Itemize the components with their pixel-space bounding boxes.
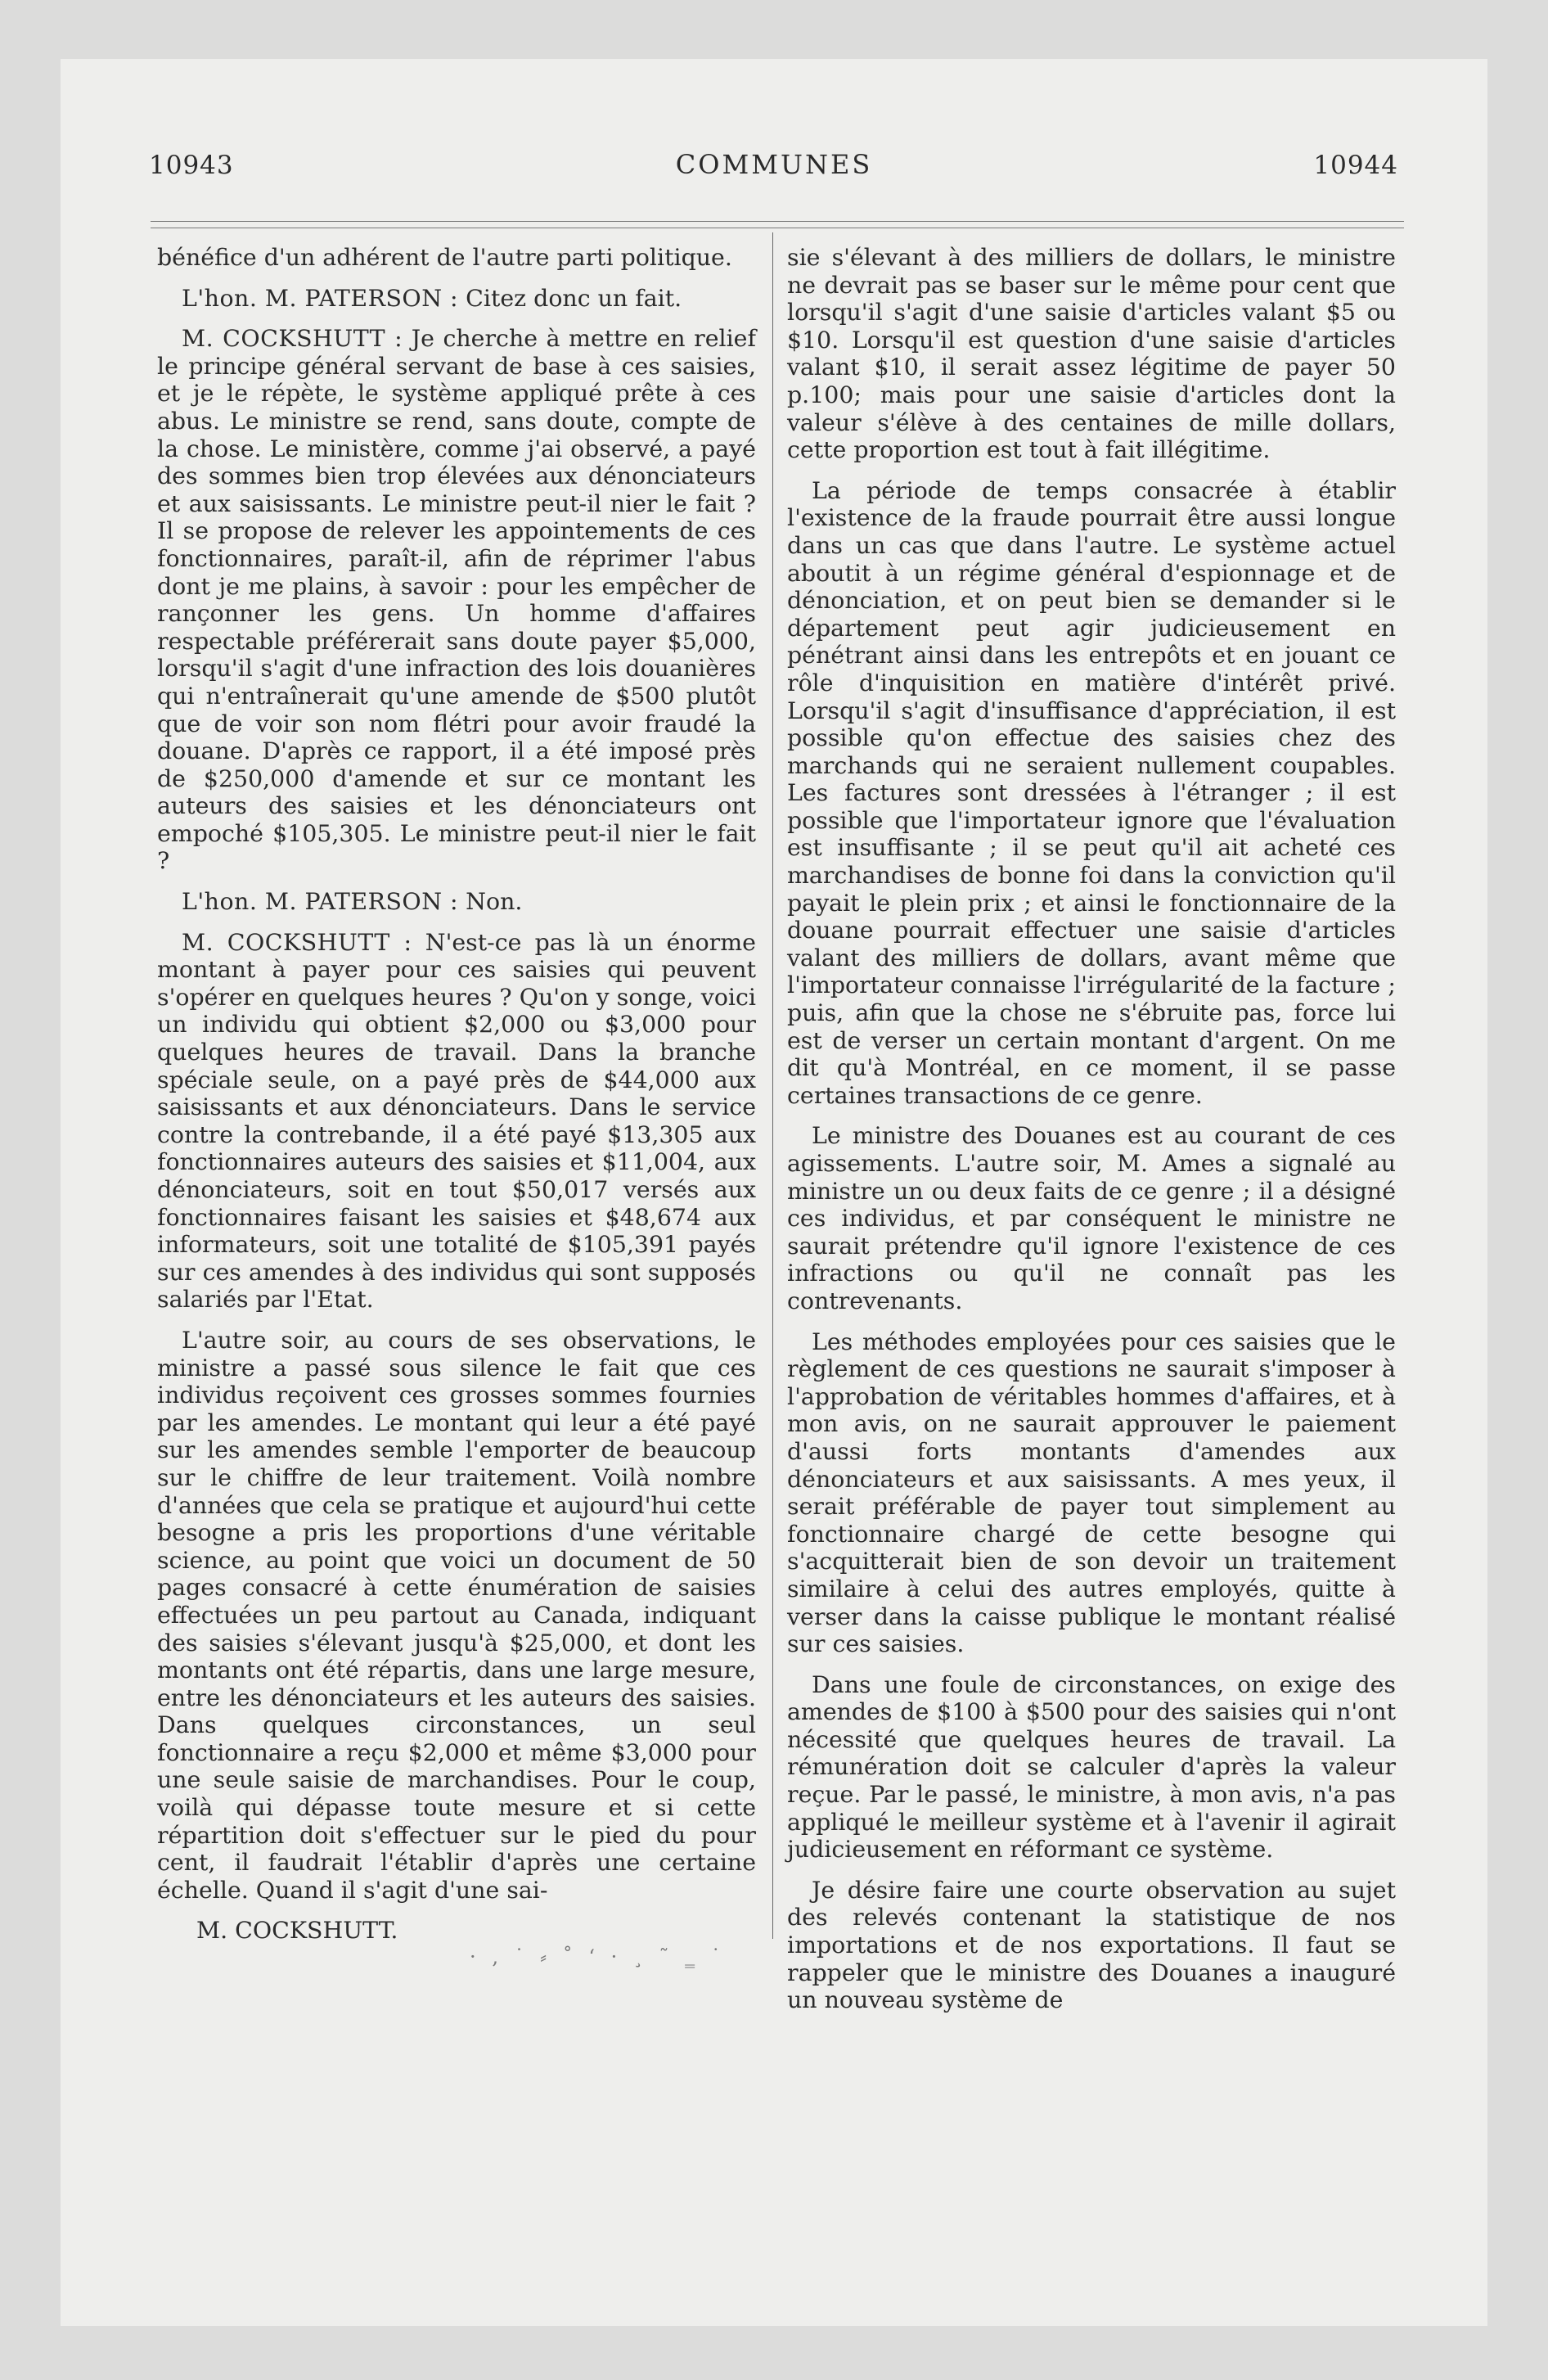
speaker-name: M. COCKSHUTT : <box>182 928 412 956</box>
speaker-name: L'hon. M. PATERSON : <box>182 284 459 312</box>
paragraph: Je désire faire une courte observation au sujet des relevés contenant la statistique de nos importations et de nos exportations. Il faut se rappeler que le ministre des Douanes a inauguré un nouveau système de <box>787 1876 1396 2014</box>
paragraph: La période de temps consacrée à établir l'existence de la fraude pourrait être aussi longue dans un cas que dans l'autre. Le système actuel aboutit à un régime général d'espionnage et de dénonciation, et on peut bien se demander si le département peut agir judicieusement en pénétrant ainsi dans les entrepôts et en jouant ce rôle d'inquisition en matière d'intérêt privé. Lorsqu'il s'agit d'insuffisance d'appréciation, il est possible qu'on effectue des saisies chez des marchands qui ne seraient nullement coupables. Les factures sont dressées à l'étranger ; il est possible que l'importateur ignore que l'évaluation est insuffisante ; il se peut qu'il ait acheté ces marchandises de bonne foi dans la conviction qu'il payait le plein prix ; et ainsi le fonctionnaire de la douane pourrait effectuer une saisie d'articles valant des milliers de dollars, avant même que l'importateur connaisse l'irrégularité de la facture ; puis, afin que la chose ne s'ébruite pas, force lui est de verser un certain montant d'argent. On me dit qu'à Montréal, en ce moment, il se passe certaines transactions de ce genre. <box>787 476 1396 1109</box>
speech-text: Je cherche à mettre en relief le principe général servant de base à ces saisies, et je le répète, le système appliqué prête à ces abus. Le ministre se rend, sans doute, compte de la chose. Le ministère, comme j'ai observé, a payé des sommes bien trop élevées aux dénonciateurs et aux saisissants. Le ministre peut-il nier le fait ? Il se propose de relever les appointements de ces fonctionnaires, paraît-il, afin de réprimer l'abus dont je me plains, à savoir : pour les empêcher de rançonner les gens. Un homme d'affaires respectable préférerait sans doute payer $5,000, lorsqu'il s'agit d'une infraction des lois douanières qui n'entraînerait qu'une amende de $500 plutôt que de voir son nom flétri pour avoir fraudé la douane. D'après ce rapport, il a été imposé près de $250,000 d'amende et sur ce montant les auteurs des saisies et les dénonciateurs ont empoché $105,305. Le ministre peut-il nier le fait ? <box>157 325 756 875</box>
running-head-title: COMMUNES <box>675 149 873 180</box>
left-column <box>157 244 756 1958</box>
speech-text: Non. <box>458 888 523 916</box>
paragraph <box>157 888 756 916</box>
scan-noise-marks: · ‚ ˙ ⸗ ˚ ‘ · ¸ ˜ ‗ ˙ <box>470 1945 726 1968</box>
paragraph: Les méthodes employées pour ces saisies que le règlement de ces questions ne saurait s'imposer à l'approbation de véritables hommes d'affaires, et à mon avis, on ne saurait approuver le paiement d'aussi forts montants d'amendes aux dénonciateurs et aux saisissants. A mes yeux, il serait préférable de payer tout simplement au fonctionnaire chargé de cette besogne qui s'acquitterait bien de son devoir un traitement similaire à celui des autres employés, quitte à verser dans la caisse publique le montant réalisé sur ces saisies. <box>787 1327 1396 1658</box>
document-page <box>61 59 1487 2326</box>
speech-text: Citez donc un fait. <box>458 284 682 312</box>
paragraph: L'autre soir, au cours de ses observations, le ministre a passé sous silence le fait que ces individus reçoivent ces grosses sommes fournies par les amendes. Le montant qui leur a été payé sur les amendes semble l'emporter de beaucoup sur le chiffre de leur traitement. Voilà nombre d'années que cela se pratique et aujourd'hui cette besogne a pris les proportions d'une véritable science, au point que voici un document de 50 pages consacré à cette énumération de saisies effectuées un peu partout au Canada, indiquant des saisies s'élevant jusqu'à $25,000, et dont les montants ont été répartis, dans une large mesure, entre les dénonciateurs et les auteurs des saisies. Dans quelques circonstances, un seul fonctionnaire a reçu $2,000 et même $3,000 pour une seule saisie de marchandises. Pour le coup, voilà qui dépasse toute mesure et si cette répartition doit s'effectuer sur le pied du pour cent, il faudrait l'établir d'après une certaine échelle. Quand il s'agit d'une sai- <box>157 1326 756 1904</box>
speech-text: N'est-ce pas là un énorme montant à payer pour ces saisies qui peuvent s'opérer en quelques heures ? Qu'on y songe, voici un individu qui obtient $2,000 ou $3,000 pour quelques heures de travail. Dans la branche spéciale seule, on a payé près de $44,000 aux saisissants et aux dénonciateurs. Dans le service contre la contrebande, il a été payé $13,305 aux fonctionnaires auteurs des saisies et $11,004, aux dénonciateurs, soit en tout $50,017 versés aux fonctionnaires faisant les saisies et $48,674 aux informateurs, soit une totalité de $105,391 payés sur ces amendes à des individus qui sont supposés salariés par l'Etat. <box>157 928 756 1314</box>
paragraph <box>157 325 756 875</box>
column-divider <box>772 232 773 1939</box>
speaker-signature: M. COCKSHUTT. <box>196 1917 398 1945</box>
paragraph <box>157 929 756 1314</box>
paragraph: Le ministre des Douanes est au courant de ces agissements. L'autre soir, M. Ames a signalé au ministre un ou deux faits de ce genre ; il a désigné ces individus, et par conséquent le ministre ne saurait prétendre qu'il ignore l'existence de ces infractions ou qu'il ne connaît pas les contrevenants. <box>787 1122 1396 1314</box>
right-column <box>787 244 1396 2027</box>
header-rule-top <box>151 221 1404 222</box>
paragraph: Dans une foule de circonstances, on exige des amendes de $100 à $500 pour des saisies qui n'ont nécessité que quelques heures de travail. La rémunération doit se calculer d'après la valeur reçue. Par le passé, le ministre, à mon avis, n'a pas appliqué le meilleur système et à l'avenir il agirait judicieusement en réformant ce système. <box>787 1670 1396 1864</box>
paragraph: bénéfice d'un adhérent de l'autre parti politique. <box>157 244 732 271</box>
page-number-left: 10943 <box>149 151 234 180</box>
page-number-right: 10944 <box>1313 151 1398 180</box>
page-header <box>61 59 1487 198</box>
paragraph <box>157 285 756 313</box>
speaker-name: M. COCKSHUTT : <box>182 325 403 353</box>
speaker-name: L'hon. M. PATERSON : <box>182 888 459 916</box>
paragraph: sie s'élevant à des milliers de dollars, le ministre ne devrait pas se baser sur le même pour cent que lorsqu'il s'agit d'une saisie d'articles valant $5 ou $10. Lorsqu'il est question d'une saisie d'articles valant $10, il serait assez légitime de payer 50 p.100; mais pour une saisie d'articles dont la valeur s'élève à des centaines de mille dollars, cette proportion est tout à fait illégitime. <box>787 244 1396 464</box>
